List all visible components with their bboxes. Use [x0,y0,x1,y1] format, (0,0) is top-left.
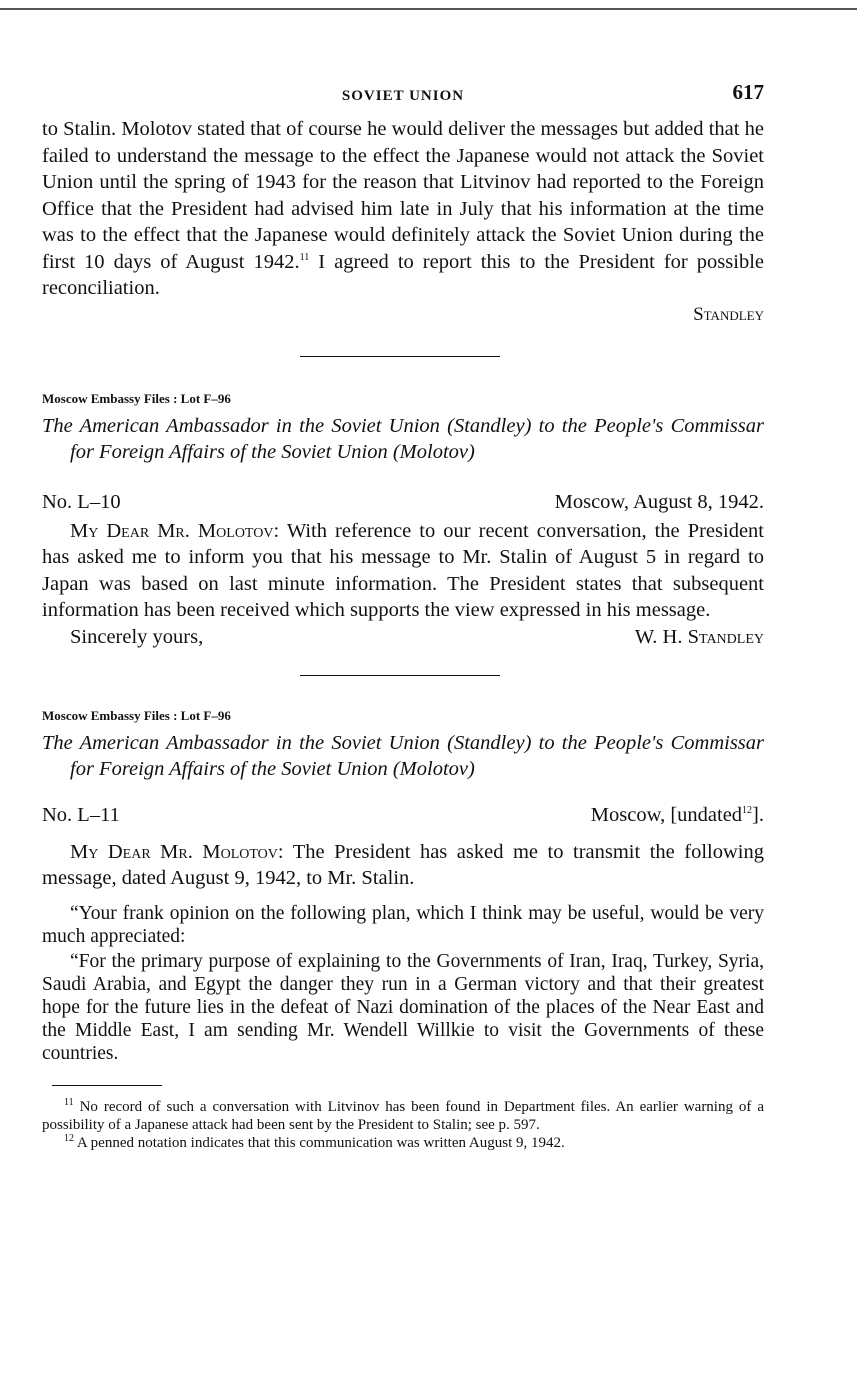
doc1-source: Moscow Embassy Files : Lot F–96 [42,390,231,406]
doc2-salutation: My Dear Mr. Molotov: [70,840,284,863]
footnote-12 [42,1134,764,1152]
doc1-closing-row [42,626,764,649]
doc1-number: No. L–10 [42,490,121,513]
doc2-dateline [591,804,764,827]
footnote-ref-12: 12 [742,804,753,816]
doc2-number: No. L–11 [42,803,120,826]
section-divider [300,356,500,357]
doc2-source: Moscow Embassy Files : Lot F–96 [42,707,231,723]
page-number: 617 [732,80,764,104]
doc1-body-text: With reference to our recent conversation, the President has asked me to inform you that his message to Mr. Stalin of August 5 in regard to Japan was based on last minute information. The President states that subsequent information has been received which supports the view expressed in his message. [42,519,764,621]
doc2-heading: The American Ambassador in the Soviet Union (Standley) to the People's Commissar for Foreign Affairs of the Soviet Union (Molotov) [42,731,764,780]
doc2-dateline-text: Moscow, [undated [590,803,743,826]
top-border-line [0,8,857,10]
doc1-dateline: Moscow, August 8, 1942. [554,490,764,513]
footnote-ref-11: 11 [299,251,310,263]
footnote-12-text: A penned notation indicates that this communication was written August 9, 1942. [74,1134,565,1151]
signature-standley: Standley [693,303,764,325]
doc1-salutation: My Dear Mr. Molotov: [70,519,280,542]
doc2-quote-1: “Your frank opinion on the following plan, which I think may be useful, would be very much appreciated: [42,902,764,947]
doc1-signature: W. H. Standley [634,625,764,648]
running-header [42,80,764,110]
doc1-heading: The American Ambassador in the Soviet Union (Standley) to the People's Commissar for Foreign Affairs of the Soviet Union (Molotov) [42,414,764,463]
footnote-mark-12: 12 [64,1132,74,1144]
doc1-dateline-row [42,491,764,514]
doc1-closing: Sincerely yours, [70,625,204,648]
continuation-paragraph [42,116,764,302]
doc2-body-text: The President has asked me to transmit the following message, dated August 9, 1942, to Mr. Stalin. [42,840,764,889]
footnote-11-text: No record of such a conversation with Litvinov has been found in Department files. An earlier warning of a possibility of a Japanese attack had been sent by the President to Stalin; see p. 597. [42,1098,764,1133]
section-divider [300,675,500,676]
continuation-text-end: I agreed to report this to the President for possible reconciliation. [42,250,764,299]
doc2-dateline-row [42,804,764,827]
footnote-11 [42,1098,764,1134]
continuation-text: to Stalin. Molotov stated that of course he would deliver the messages but added that he failed to understand the message to the effect the Japanese would not attack the Soviet Union until the spring of 1943 for the reason that Litvinov had reported to the Foreign Office that the President had advised him late in July that his information at the time was to the effect that the Japanese would definitely attack the Soviet Union during the first 10 days of August 1942. [42,118,764,273]
page-content [42,80,764,1152]
doc2-dateline-end: ]. [752,803,764,826]
doc2-quote-2: “For the primary purpose of explaining to the Governments of Iran, Iraq, Turkey, Syria, Saudi Arabia, and Egypt the danger they run in a German victory and that their greatest hope for the future lies in the defeat of Nazi domination of the places of the Near East and the Middle East, I am sending Mr. Wendell Willkie to visit the Governments of these countries. [42,950,764,1064]
doc2-body [42,839,764,892]
running-title: SOVIET UNION [341,88,465,104]
footnote-mark-11: 11 [64,1096,74,1108]
footnote-divider [52,1085,162,1086]
doc1-body [42,518,764,624]
